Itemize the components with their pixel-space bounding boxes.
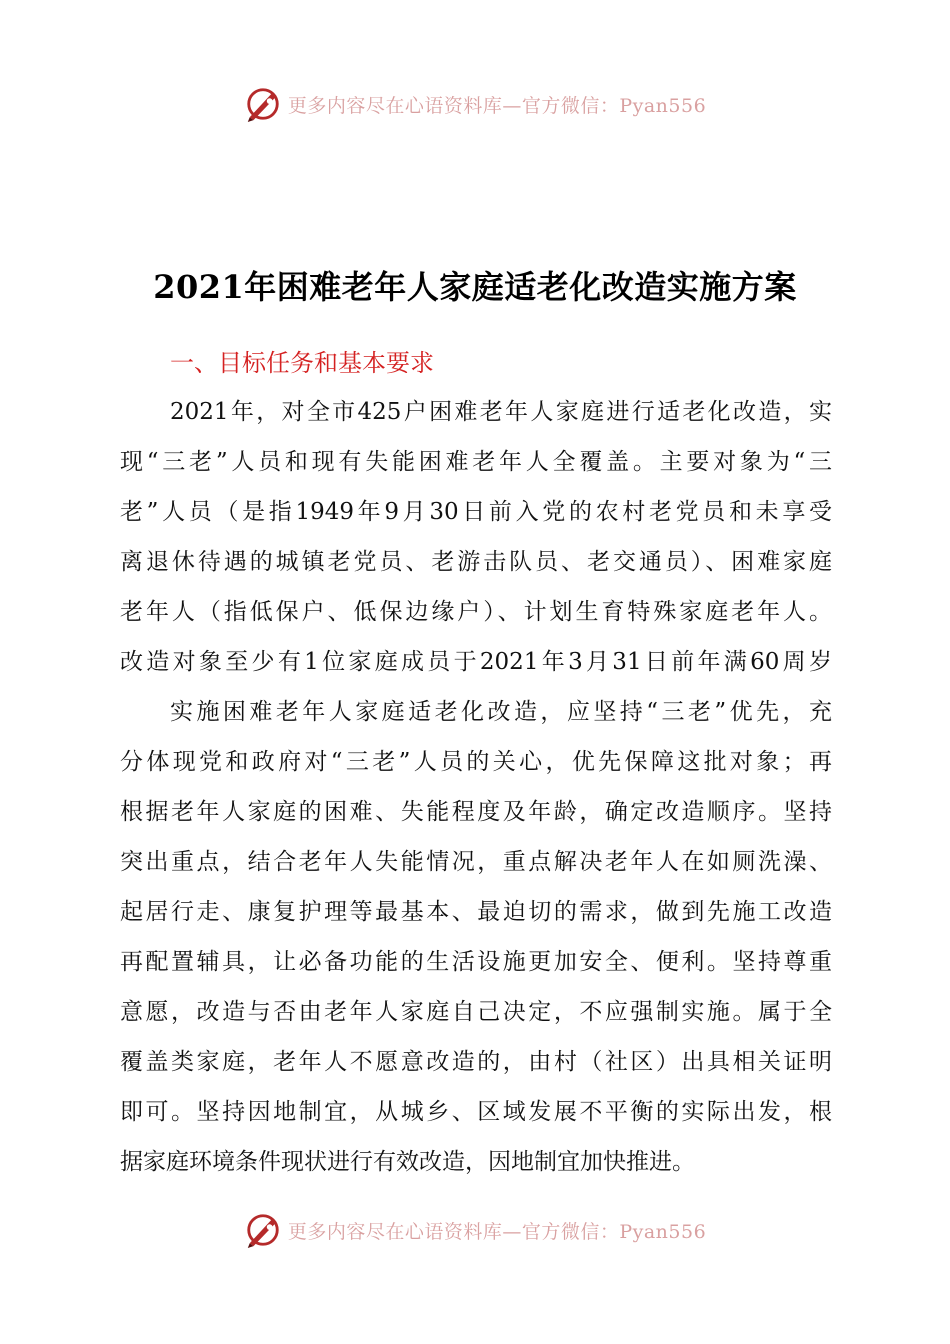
- header-watermark: [0, 82, 950, 126]
- pen-circle-logo-icon: [244, 85, 282, 123]
- body-line-13: 意愿，改造与否由老年人家庭自己决定，不应强制实施。属于全: [120, 999, 832, 1025]
- body-line-2: 现“三老”人员和现有失能困难老年人全覆盖。主要对象为“三: [120, 449, 832, 475]
- body-line-8: 分体现党和政府对“三老”人员的关心，优先保障这批对象；再: [120, 749, 832, 775]
- body-line-12: 再配置辅具，让必备功能的生活设施更加安全、便利。坚持尊重: [120, 949, 832, 975]
- footer-watermark: [0, 1208, 950, 1252]
- body-line-7: 实施困难老年人家庭适老化改造，应坚持“三老”优先，充: [170, 699, 832, 725]
- document-title: 2021年困难老年人家庭适老化改造实施方案: [153, 268, 797, 306]
- header-watermark-text: 更多内容尽在心语资料库—官方微信：Pyan556: [287, 94, 707, 117]
- body-line-11: 起居行走、康复护理等最基本、最迫切的需求，做到先施工改造: [120, 899, 832, 925]
- body-line-6: 改造对象至少有1位家庭成员于2021年3月31日前年满60周岁: [120, 649, 832, 675]
- body-line-10: 突出重点，结合老年人失能情况，重点解决老年人在如厕洗澡、: [120, 849, 832, 875]
- body-line-4: 离退休待遇的城镇老党员、老游击队员、老交通员）、困难家庭: [120, 549, 832, 575]
- section-heading: 一、目标任务和基本要求: [170, 349, 434, 377]
- body-line-16: 据家庭环境条件现状进行有效改造，因地制宜加快推进。: [120, 1149, 695, 1175]
- footer-watermark-text: 更多内容尽在心语资料库—官方微信：Pyan556: [287, 1220, 707, 1243]
- body-line-14: 覆盖类家庭，老年人不愿意改造的，由村（社区）出具相关证明: [120, 1049, 832, 1075]
- pen-circle-logo-icon: [244, 1211, 282, 1249]
- body-line-1: 2021年，对全市425户困难老年人家庭进行适老化改造，实: [170, 399, 832, 425]
- body-line-5: 老年人（指低保户、低保边缘户）、计划生育特殊家庭老年人。: [120, 599, 832, 625]
- body-line-3: 老”人员（是指1949年9月30日前入党的农村老党员和未享受: [120, 499, 832, 525]
- body-line-15: 即可。坚持因地制宜，从城乡、区域发展不平衡的实际出发，根: [120, 1099, 832, 1125]
- body-line-9: 根据老年人家庭的困难、失能程度及年龄，确定改造顺序。坚持: [120, 799, 832, 825]
